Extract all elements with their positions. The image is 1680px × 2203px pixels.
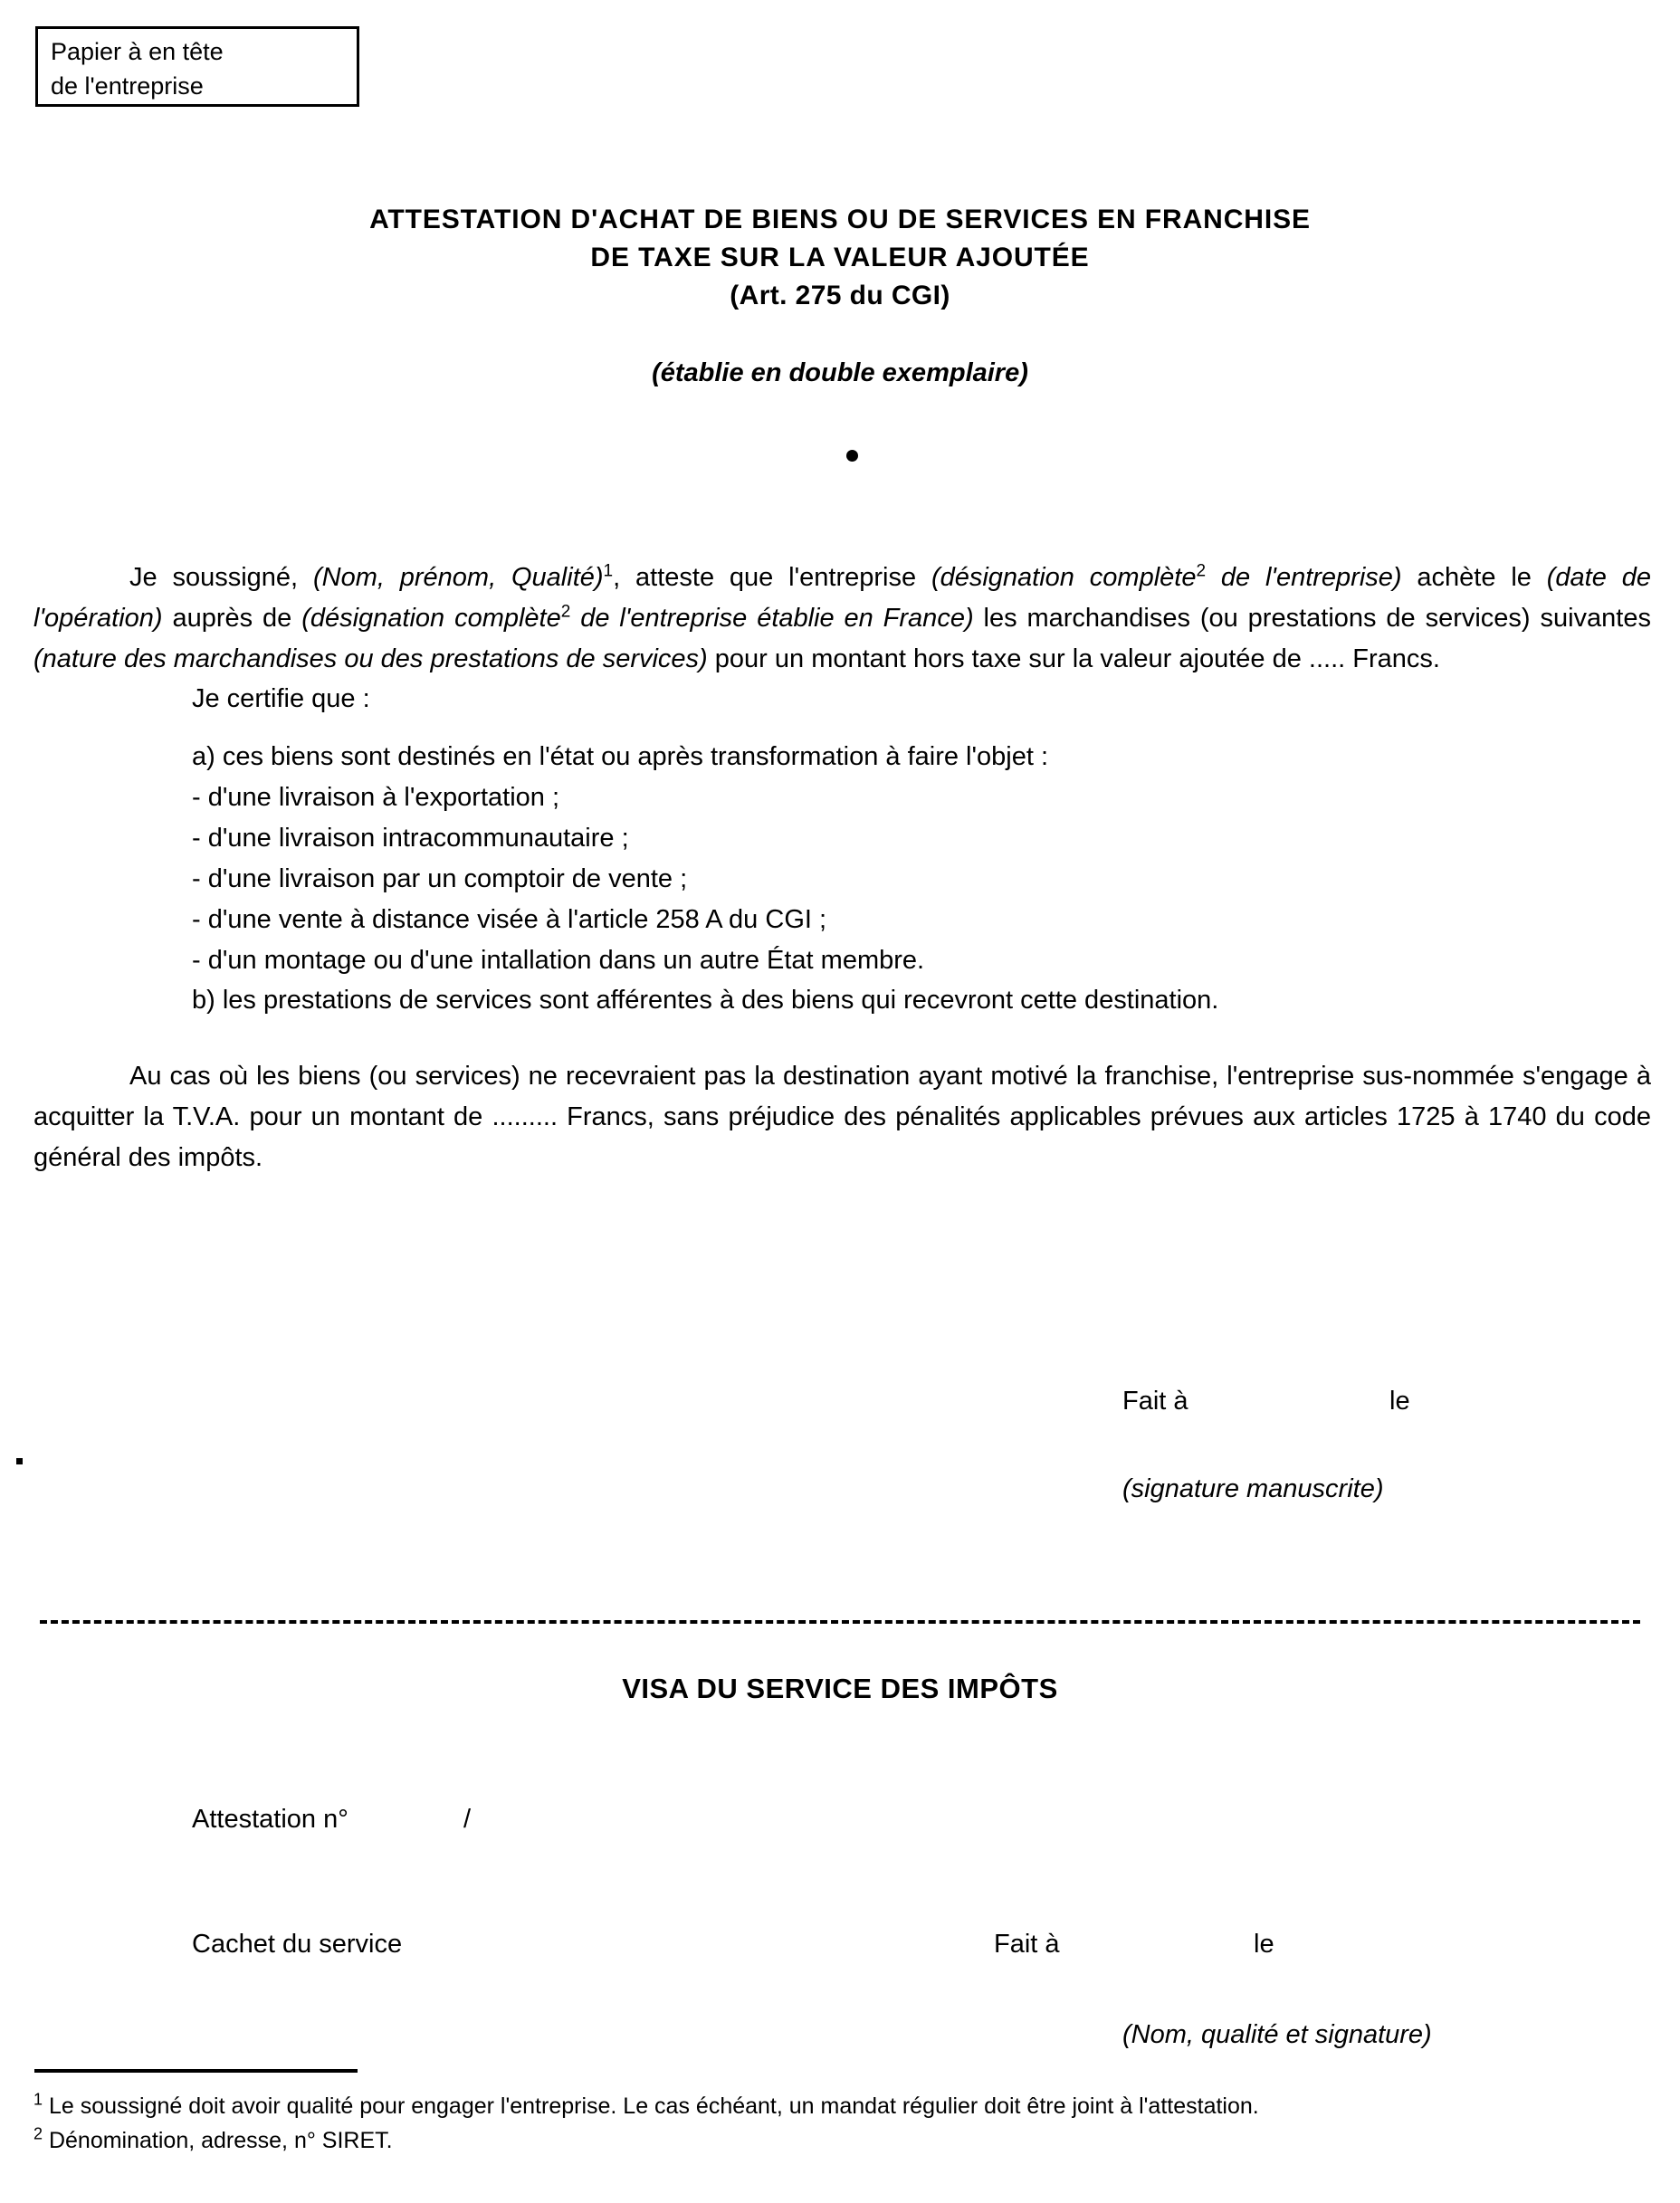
paragraph-penalty-clause: Au cas où les biens (ou services) ne recevraient pas la destination ayant motivé la franchise, l'entreprise sus-nommée s'engage à acquitter la T.V.A. pour un montant de ......... Francs, sans préjudice des pénalités applicables prévues aux articles 1725 à 1740 du code général des impôts. (33, 1062, 1651, 1172)
footnote-rule (34, 2069, 358, 2073)
visa-attestation-number-label: Attestation n° (192, 1805, 348, 1834)
letterhead-box (35, 26, 359, 107)
footnote-ref-2a: 2 (1196, 561, 1207, 581)
decl-text-1: Je soussigné, (129, 563, 313, 592)
letterhead-line-1: Papier à en tête (51, 38, 224, 65)
footnote-1-marker: 1 (33, 2090, 43, 2109)
decl-text-2: , atteste que l'entreprise (613, 563, 931, 592)
visa-attestation-number-separator: / (463, 1805, 472, 1834)
decl-field-entreprise-france: de l'entreprise établie en France) (570, 604, 974, 633)
decl-field-nom-prenom-qualite: (Nom, prénom, Qualité) (312, 563, 604, 592)
decl-field-nature-marchandises: (nature des marchandises ou des prestations de services) (33, 644, 708, 673)
letterhead-line-2: de l'entreprise (51, 72, 204, 100)
list-item-a: a) ces biens sont destinés en l'état ou après transformation à faire l'objet : (192, 742, 1049, 771)
paragraph-declaration (33, 558, 1651, 680)
list-item: - d'une livraison par un comptoir de vente ; (192, 864, 688, 893)
list-item: - d'une vente à distance visée à l'article 258 A du CGI ; (192, 905, 827, 934)
paragraph-certification-intro: Je certifie que : (192, 684, 370, 713)
document-subtitle: (établie en double exemplaire) (652, 358, 1028, 387)
decl-field-date-operation: (date de l'opération) (33, 563, 1651, 633)
decl-text-5: les marchandises (ou prestations de services) suivantes (973, 604, 1651, 633)
footnote-ref-1: 1 (603, 561, 614, 581)
decl-text-6: pour un montant hors taxe sur la valeur ajoutée de ..... Francs. (707, 644, 1440, 673)
visa-cachet-label: Cachet du service (192, 1930, 403, 1959)
footnote-2-text: Dénomination, adresse, n° SIRET. (48, 2128, 393, 2153)
visa-nom-qualite-signature-hint: (Nom, qualité et signature) (1122, 2020, 1432, 2049)
visa-section-heading: VISA DU SERVICE DES IMPÔTS (622, 1673, 1058, 1704)
footnote-2 (33, 2123, 1654, 2158)
decl-field-entreprise-1: de l'entreprise) (1206, 563, 1402, 592)
footnotes-block (33, 2089, 1654, 2158)
decl-text-4: auprès de (162, 604, 302, 633)
document-title-article-reference: (Art. 275 du CGI) (730, 281, 950, 310)
footnote-1-text: Le soussigné doit avoir qualité pour engager l'entreprise. Le cas échéant, un mandat régulier doit être joint à l'attestation. (48, 2093, 1259, 2119)
footnote-1 (33, 2089, 1654, 2123)
list-item: - d'une livraison intracommunautaire ; (192, 824, 629, 853)
document-title-line-1: ATTESTATION D'ACHAT DE BIENS OU DE SERVICES EN FRANCHISE (369, 205, 1311, 234)
certification-list (192, 737, 1550, 981)
section-divider (40, 1620, 1640, 1624)
scan-artifact-dot (16, 1458, 23, 1464)
decl-text-3: achète le (1401, 563, 1547, 592)
decl-field-designation-complete-1: (désignation complète (931, 563, 1197, 592)
list-item: - d'une livraison à l'exportation ; (192, 783, 560, 812)
footnote-ref-2b: 2 (560, 602, 571, 622)
document-title-line-2: DE TAXE SUR LA VALEUR AJOUTÉE (590, 243, 1090, 272)
signature-manuscrite-hint: (signature manuscrite) (1122, 1474, 1384, 1503)
bullet-separator-icon (846, 450, 858, 462)
footnote-2-marker: 2 (33, 2124, 43, 2143)
decl-field-designation-complete-2: (désignation complète (301, 604, 561, 633)
visa-le-label: le (1254, 1930, 1274, 1959)
list-item-b: b) les prestations de services sont afférentes à des biens qui recevront cette destination. (192, 986, 1219, 1015)
list-item: - d'un montage ou d'une intallation dans un autre État membre. (192, 946, 925, 975)
visa-fait-a-label: Fait à (994, 1930, 1060, 1959)
signature-le-label: le (1389, 1387, 1410, 1416)
signature-fait-a-label: Fait à (1122, 1387, 1188, 1416)
